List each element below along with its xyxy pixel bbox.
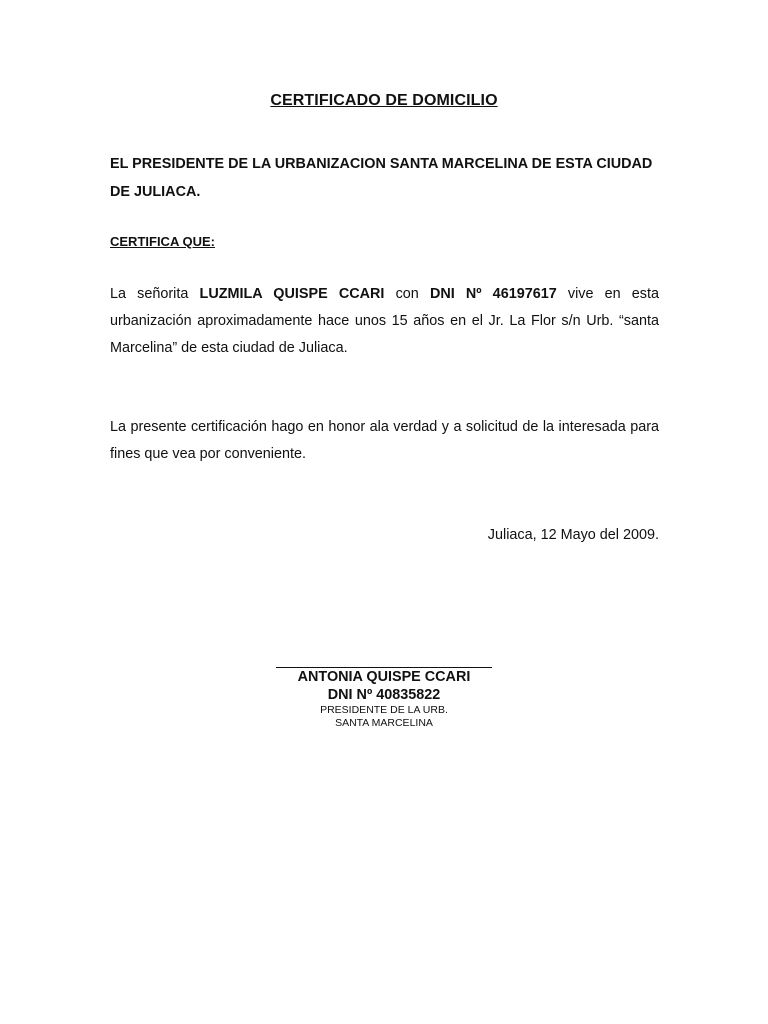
document-heading: EL PRESIDENTE DE LA URBANIZACION SANTA MARCELINA DE ESTA CIUDAD DE JULIACA. [110, 156, 653, 200]
paragraph1-connector: con [384, 286, 430, 302]
paragraph1-rest: vive en esta urbanización aproximadamente hace unos 15 años en el Jr. La Flor s/n Urb. “santa Marcelina” de esta ciudad de Juliaca. [110, 286, 659, 356]
certifica-label: CERTIFICA QUE: [110, 234, 215, 249]
paragraph1-intro: La señorita [110, 286, 200, 302]
signer-role-line2: SANTA MARCELINA [335, 717, 433, 729]
document-date: Juliaca, 12 Mayo del 2009. [487, 527, 659, 543]
document-title: CERTIFICADO DE DOMICILIO [270, 92, 498, 109]
signer-dni: DNI Nº 40835822 [327, 687, 441, 703]
signer-role-line1: PRESIDENTE DE LA URB. [320, 704, 448, 716]
signer-name: ANTONIA QUISPE CCARI [297, 669, 471, 685]
person-dni: DNI Nº 46197617 [429, 286, 557, 302]
paragraph-closing: La presente certificación hago en honor ala verdad y a solicitud de la interesada para fines que vea por conveniente. [110, 419, 659, 462]
signature-line [276, 648, 492, 668]
paragraph-certification [110, 281, 659, 362]
signature-block [275, 648, 493, 730]
person-name: LUZMILA QUISPE CCARI [199, 286, 385, 302]
